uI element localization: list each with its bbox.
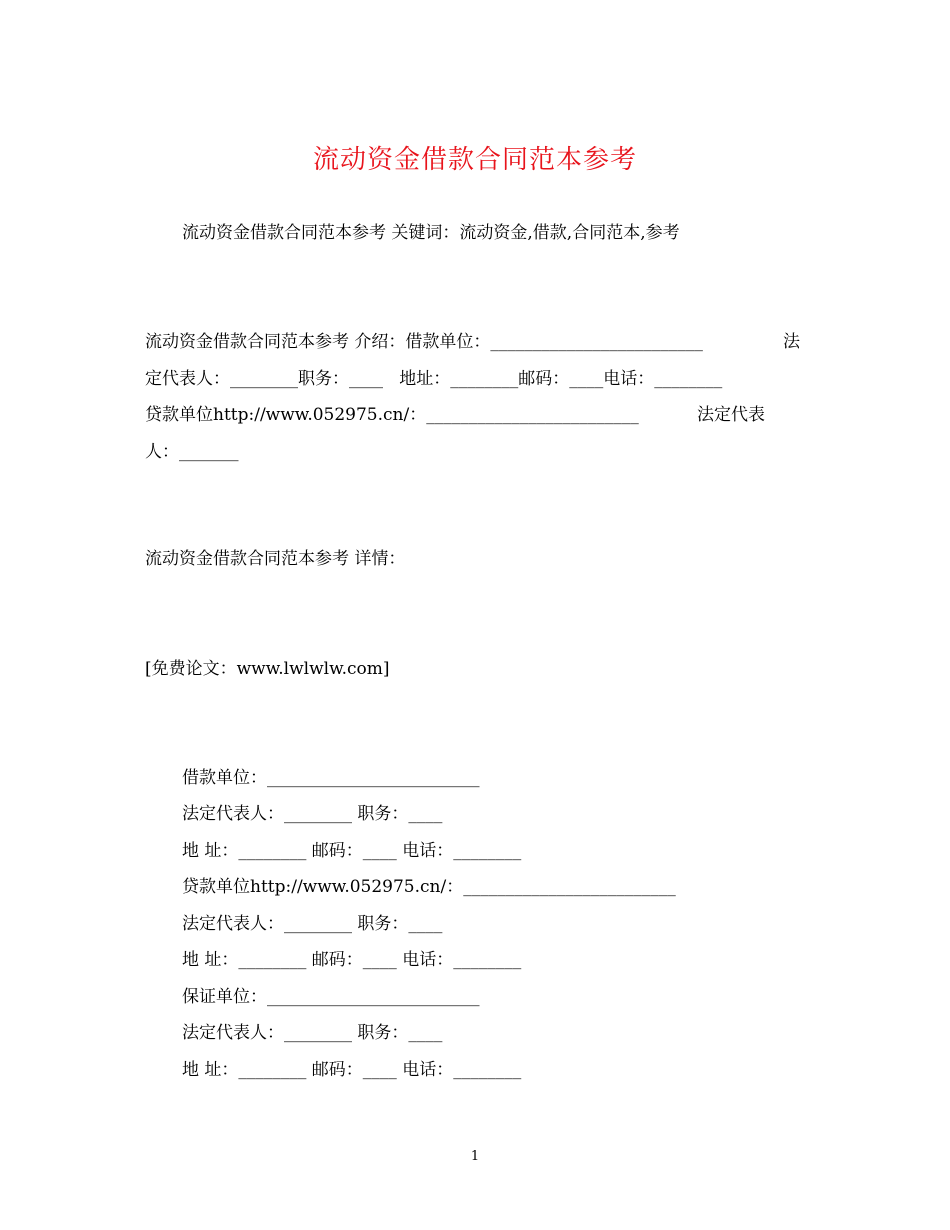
free-paper-line: [免费论文：www.lwlwlw.com]	[145, 659, 390, 679]
form-line-lender-address: 地 址：________ 邮码：____ 电话：________	[182, 950, 522, 970]
form-line-borrower-representative: 法定代表人：________ 职务：____	[182, 804, 443, 824]
form-line-lender: 贷款单位http://www.052975.cn/：_________________________	[182, 877, 676, 897]
intro-line-3-right: 法定代表	[697, 405, 765, 425]
form-line-guarantor-representative: 法定代表人：________ 职务：____	[182, 1023, 443, 1043]
keywords-line: 流动资金借款合同范本参考 关键词：流动资金,借款,合同范本,参考	[182, 223, 680, 243]
form-line-borrower: 借款单位：_________________________	[182, 768, 480, 788]
form-line-borrower-address: 地 址：________ 邮码：____ 电话：________	[182, 841, 522, 861]
form-line-lender-representative: 法定代表人：________ 职务：____	[182, 914, 443, 934]
details-heading: 流动资金借款合同范本参考 详情：	[145, 549, 406, 569]
intro-line-1-right: 法	[783, 332, 800, 352]
document-title: 流动资金借款合同范本参考	[312, 145, 637, 175]
intro-line-2: 定代表人：________职务：____ 地址：________邮码：____电话：________	[145, 369, 723, 389]
form-line-guarantor: 保证单位：_________________________	[182, 987, 480, 1007]
intro-line-1: 流动资金借款合同范本参考 介绍：借款单位：_________________________	[145, 332, 703, 352]
form-line-guarantor-address: 地 址：________ 邮码：____ 电话：________	[182, 1060, 522, 1080]
page-number: 1	[470, 1149, 480, 1164]
intro-line-4: 人：_______	[145, 442, 239, 462]
intro-line-3: 贷款单位http://www.052975.cn/：_________________________	[145, 405, 639, 425]
